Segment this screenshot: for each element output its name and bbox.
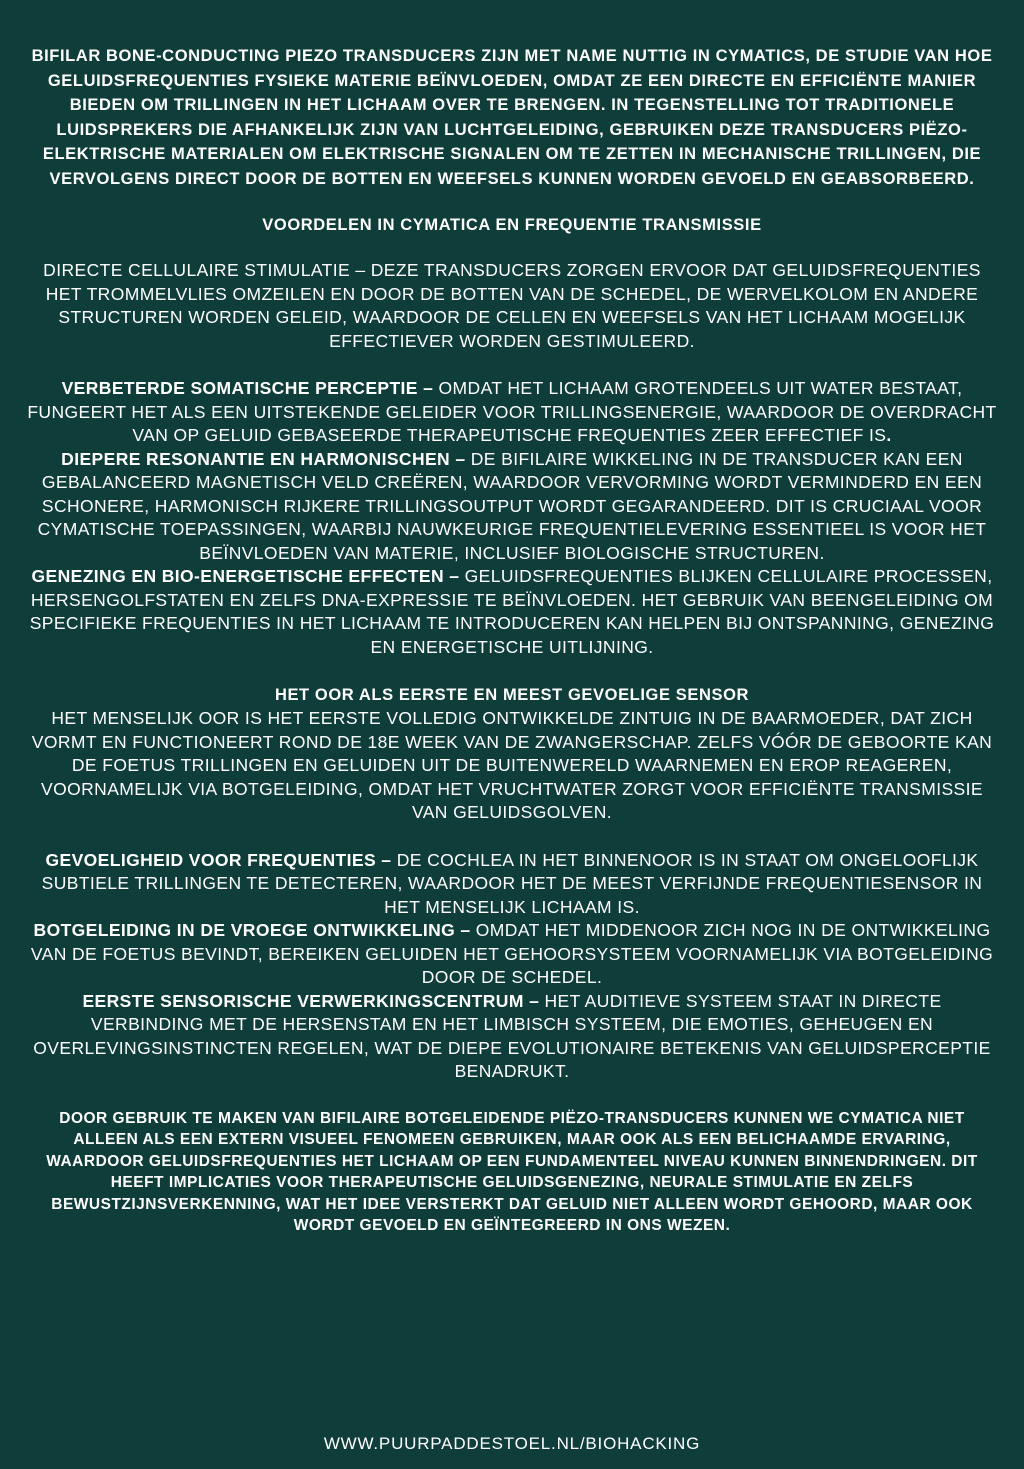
- sensor-item-text: DE COCHLEA IN HET BINNENOOR IS IN STAAT OM ONGELOOFLIJK SUBTIELE TRILLINGEN TE DETECTEREN, WAARDOOR HET DE MEEST VERFIJNDE FREQUENTIESENSOR IN HET MENSELIJK LICHAAM IS.: [41, 849, 983, 917]
- benefit-item-text: OMDAT HET LICHAAM GROTENDEELS UIT WATER BESTAAT, FUNGEERT HET ALS EEN UITSTEKENDE GELEIDER VOOR TRILLINGSENERGIE, WAARDOOR DE OVERDRACHT VAN OP GELUID GEBASEERDE THERAPEUTISCHE FREQUENTIES ZEER EFFECTIEF IS: [27, 378, 997, 445]
- sensor-item: [26, 990, 998, 1084]
- sensor-item-lead: EERSTE SENSORISCHE VERWERKINGSCENTRUM –: [82, 990, 540, 1011]
- conclusion-paragraph: DOOR GEBRUIK TE MAKEN VAN BIFILAIRE BOTGELEIDENDE PIËZO-TRANSDUCERS KUNNEN WE CYMATICA NIET ALLEEN ALS EEN EXTERN VISUEEL FENOMEEN GEBRUIKEN, MAAR OOK ALS EEN BELICHAAMDE ERVARING, WAARDOOR GELUIDSFREQUENTIES HET LICHAAM OP EEN FUNDAMENTEEL NIVEAU KUNNEN BINNENDRINGEN. DIT HEEFT IMPLICATIES VOOR THERAPEUTISCHE GELUIDSGENEZING, NEURALE STIMULATIE EN ZELFS BEWUSTZIJNSVERKENNING, WAT HET IDEE VERSTERKT DAT GELUID NIET ALLEEN WORDT GEHOORD, MAAR OOK WORDT GEVOELD EN GEÏNTEGREERD IN ONS WEZEN.: [46, 1109, 978, 1234]
- section2-intro-paragraph: HET MENSELIJK OOR IS HET EERSTE VOLLEDIG ONTWIKKELDE ZINTUIG IN DE BAARMOEDER, DAT ZICH VORMT EN FUNCTIONEERT ROND DE 18E WEEK VAN DE ZWANGERSCHAP. ZELFS VÓÓR DE GEBOORTE KAN DE FOETUS TRILLINGEN EN GELUIDEN UIT DE BUITENWERELD WAARNEMEN EN EROP REAGEREN, VOORNAMELIJK VIA BOTGELEIDING, OMDAT HET VRUCHTWATER ZORGT VOOR EFFICIËNTE TRANSMISSIE VAN GELUIDSGOLVEN.: [31, 708, 993, 822]
- sensor-item-text: HET AUDITIEVE SYSTEEM STAAT IN DIRECTE VERBINDING MET DE HERSENSTAM EN HET LIMBISCH SYSTEEM, DIE EMOTIES, GEHEUGEN EN OVERLEVINGSINSTINCTEN REGELEN, WAT DE DIEPE EVOLUTIONAIRE BETEKENIS VAN GELUIDSPERCEPTIE BENADRUKT.: [33, 990, 991, 1081]
- benefit-item: [26, 377, 998, 448]
- sensor-item-text: OMDAT HET MIDDENOOR ZICH NOG IN DE ONTWIKKELING VAN DE FOETUS BEVINDT, BEREIKEN GELUIDEN HET GEHOORSYSTEEM VOORNAMELIJK VIA BOTGELEIDING DOOR DE SCHEDEL.: [30, 920, 994, 987]
- benefit-item-text: DE BIFILAIRE WIKKELING IN DE TRANSDUCER KAN EEN GEBALANCEERD MAGNETISCH VELD CREËREN, WAARDOOR VERVORMING WORDT VERMINDERD EN EEN SCHONERE, HARMONISCH RIJKERE TRILLINGSOUTPUT WORDT GEGARANDEERD. DIT IS CRUCIAAL VOOR CYMATISCHE TOEPASSINGEN, WAARBIJ NAUWKEURIGE FREQUENTIELEVERING ESSENTIEEL IS VOOR HET BEÏNVLOEDEN VAN MATERIE, INCLUSIEF BIOLOGISCHE STRUCTUREN.: [37, 448, 987, 563]
- benefit-item: [26, 565, 998, 659]
- benefit-item-lead: DIEPERE RESONANTIE EN HARMONISCHEN –: [61, 448, 466, 469]
- benefit-item: [26, 448, 998, 566]
- benefit-item-text: GELUIDSFREQUENTIES BLIJKEN CELLULAIRE PROCESSEN, HERSENGOLFSTATEN EN ZELFS DNA-EXPRESSIE TE BEÏNVLOEDEN. HET GEBRUIK VAN BEENGELEIDING OM SPECIFIEKE FREQUENTIES IN HET LICHAAM TE INTRODUCEREN KAN HELPEN BIJ ONTSPANNING, GENEZING EN ENERGETISCHE UITLIJNING.: [29, 566, 995, 657]
- benefit-item-lead: GENEZING EN BIO-ENERGETISCHE EFFECTEN –: [31, 566, 460, 586]
- intro-paragraph: BIFILAR BONE-CONDUCTING PIEZO TRANSDUCERS ZIJN MET NAME NUTTIG IN CYMATICS, DE STUDIE VAN HOE GELUIDSFREQUENTIES FYSIEKE MATERIE BEÏNVLOEDEN, OMDAT ZE EEN DIRECTE EN EFFICIËNTE MANIER BIEDEN OM TRILLINGEN IN HET LICHAAM OVER TE BRENGEN. IN TEGENSTELLING TOT TRADITIONELE LUIDSPREKERS DIE AFHANKELIJK ZIJN VAN LUCHTGELEIDING, GEBRUIKEN DEZE TRANSDUCERS PIËZO-ELEKTRISCHE MATERIALEN OM ELEKTRISCHE SIGNALEN OM TE ZETTEN IN MECHANISCHE TRILLINGEN, DIE VERVOLGENS DIRECT DOOR DE BOTTEN EN WEEFSELS KUNNEN WORDEN GEVOELD EN GEABSORBEERD.: [31, 47, 993, 188]
- sensor-item-lead: BOTGELEIDING IN DE VROEGE ONTWIKKELING –: [33, 920, 471, 940]
- section-heading-cymatica: VOORDELEN IN CYMATICA EN FREQUENTIE TRANSMISSIE: [262, 216, 762, 234]
- benefit-item-end: .: [886, 425, 892, 445]
- footer-website-link[interactable]: WWW.PUURPADDESTOEL.NL/BIOHACKING: [323, 1434, 701, 1453]
- sensor-item-lead: GEVOELIGHEID VOOR FREQUENTIES –: [45, 849, 392, 870]
- sensor-item: [26, 849, 998, 920]
- benefit-item-lead: VERBETERDE SOMATISCHE PERCEPTIE –: [61, 378, 434, 398]
- section-heading-oor: HET OOR ALS EERSTE EN MEEST GEVOELIGE SENSOR: [274, 686, 750, 704]
- sensor-item: [26, 919, 998, 990]
- section1-intro-paragraph: DIRECTE CELLULAIRE STIMULATIE – DEZE TRANSDUCERS ZORGEN ERVOOR DAT GELUIDSFREQUENTIES HET TROMMELVLIES OMZEILEN EN DOOR DE BOTTEN VAN DE SCHEDEL, DE WERVELKOLOM EN ANDERE STRUCTUREN WORDEN GELEID, WAARDOOR DE CELLEN EN WEEFSELS VAN HET LICHAAM MOGELIJK EFFECTIEVER WORDEN GESTIMULEERD.: [43, 260, 981, 351]
